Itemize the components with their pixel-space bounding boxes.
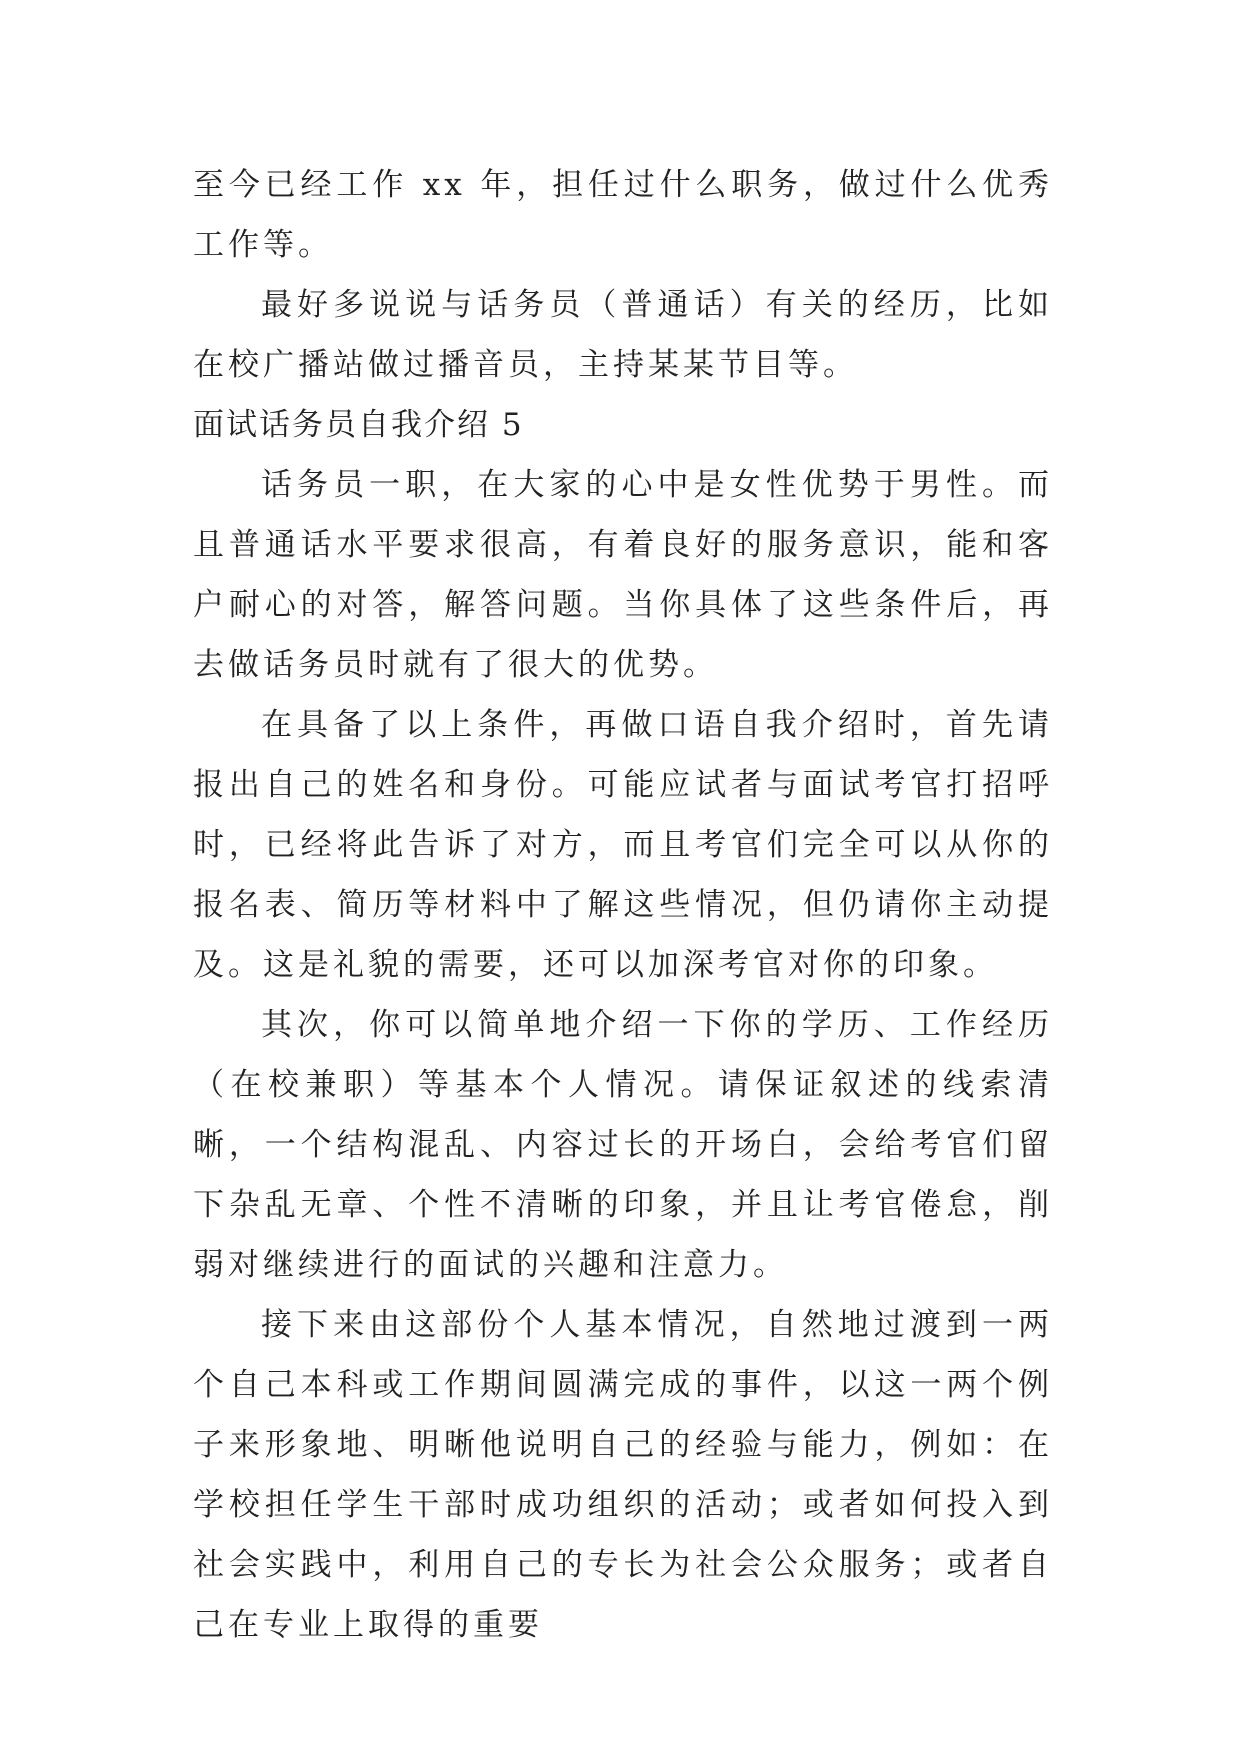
paragraph-examples: 接下来由这部份个人基本情况，自然地过渡到一两个自己本科或工作期间圆满完成的事件，以这一两个例子来形象地、明晰他说明自己的经验与能力，例如：在学校担任学生干部时成功组织的活动；或者如何投入到社会实践中，利用自己的专长为社会公众服务；或者自己在专业上取得的重要	[193, 1307, 1053, 1643]
paragraph-operator-role: 话务员一职，在大家的心中是女性优势于男性。而且普通话水平要求很高，有着良好的服务意识，能和客户耐心的对答，解答问题。当你具体了这些条件后，再去做话务员时就有了很大的优势。	[193, 467, 1053, 683]
paragraph-name-identity: 在具备了以上条件，再做口语自我介绍时，首先请报出自己的姓名和身份。可能应试者与面试考官打招呼时，已经将此告诉了对方，而且考官们完全可以从你的报名表、简历等材料中了解这些情况，但仍请你主动提及。这是礼貌的需要，还可以加深考官对你的印象。	[193, 707, 1053, 983]
paragraph-work-experience: 至今已经工作 xx 年，担任过什么职务，做过什么优秀工作等。	[193, 167, 1053, 263]
paragraph-education-background: 其次，你可以简单地介绍一下你的学历、工作经历（在校兼职）等基本个人情况。请保证叙述的线索清晰，一个结构混乱、内容过长的开场白，会给考官们留下杂乱无章、个性不清晰的印象，并且让考官倦怠，削弱对继续进行的面试的兴趣和注意力。	[193, 1007, 1053, 1283]
document-body	[193, 155, 1053, 1655]
section-heading: 面试话务员自我介绍 5	[193, 407, 524, 443]
paragraph-related-experience: 最好多说说与话务员（普通话）有关的经历，比如在校广播站做过播音员，主持某某节目等。	[193, 287, 1053, 383]
